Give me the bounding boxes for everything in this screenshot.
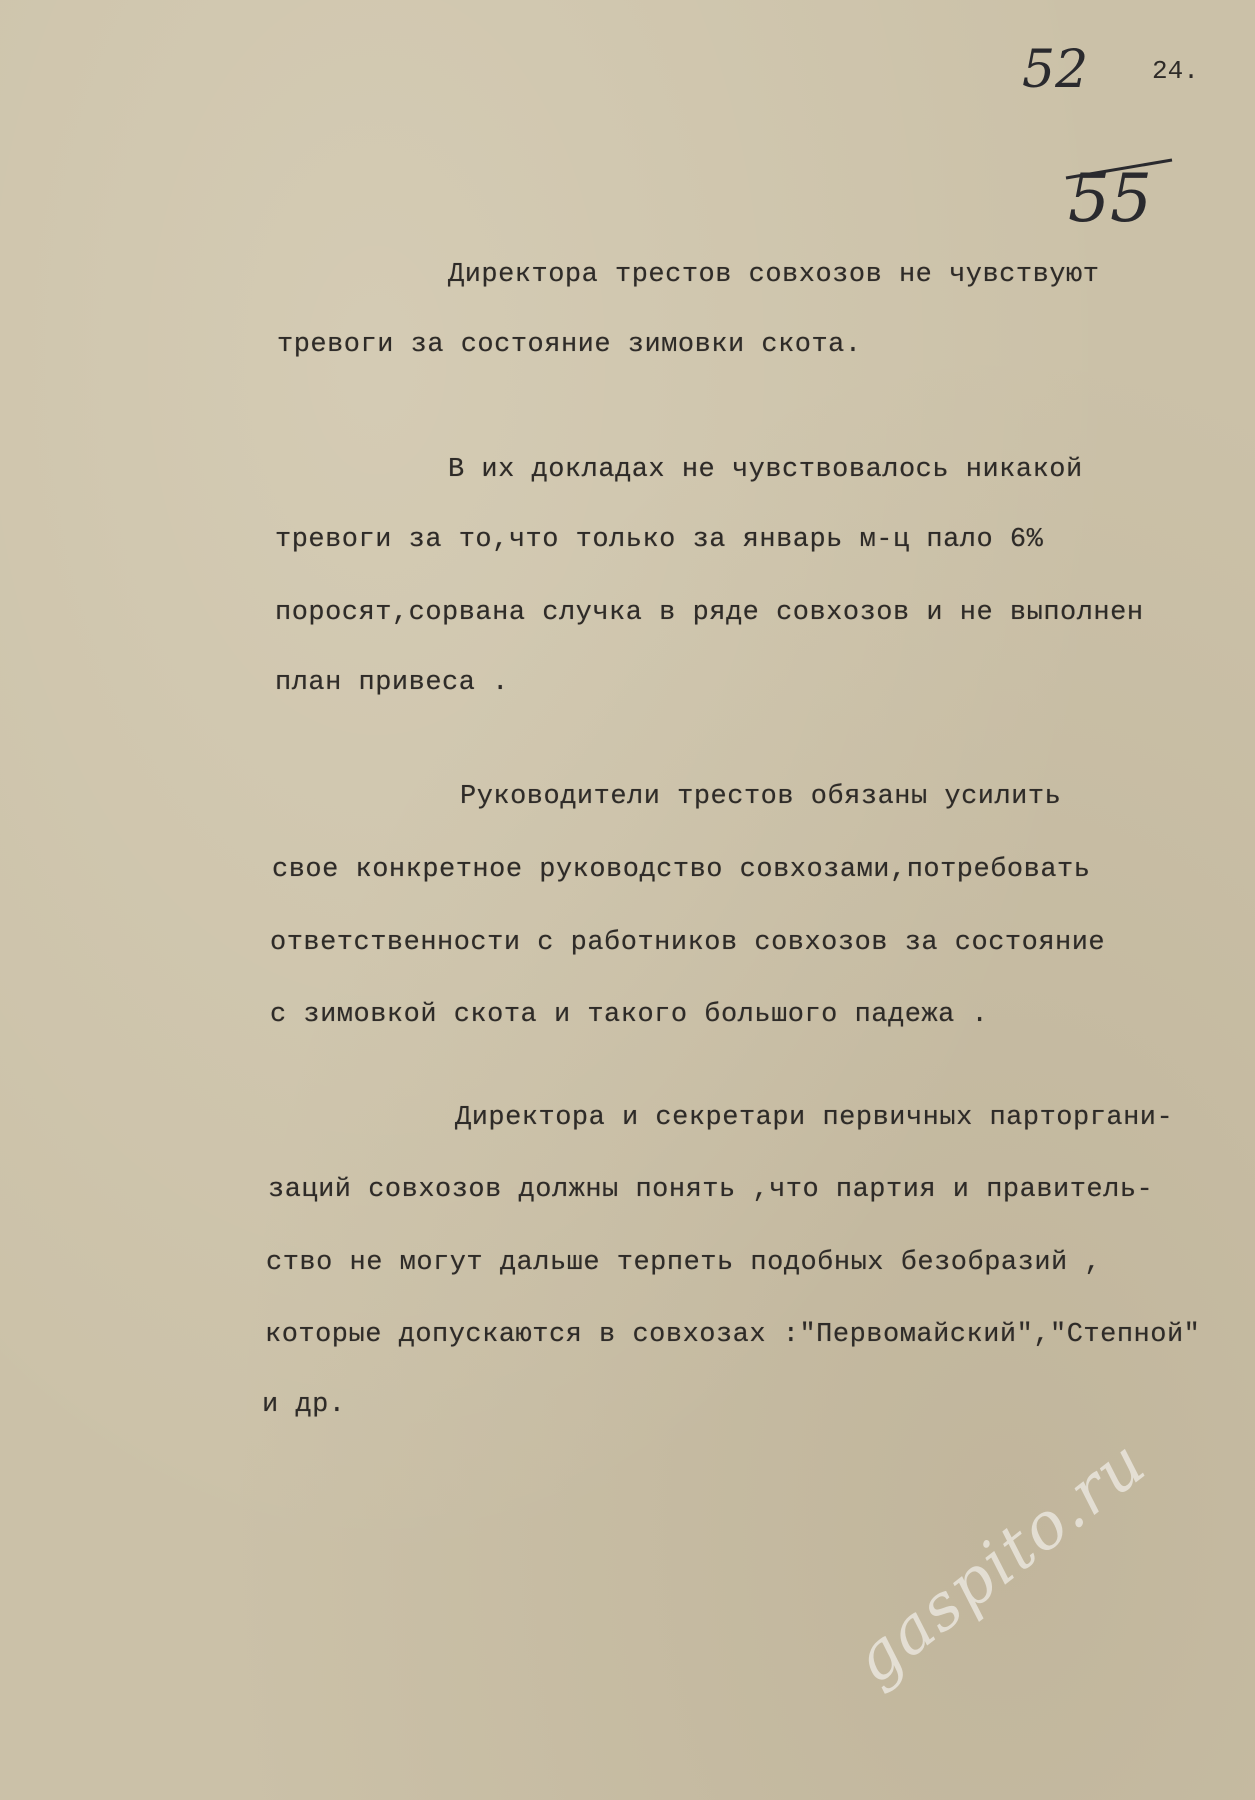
text-line: заций совхозов должны понять ,что партия и правитель- [268, 1175, 1154, 1205]
typed-page-number: 24. [1152, 56, 1199, 86]
text-line: В их докладах не чувствовалось никакой [448, 455, 1083, 485]
crossed-out-folio [1060, 150, 1180, 250]
text-line: Руководители трестов обязаны усилить [460, 782, 1062, 812]
text-line: ство не могут дальше терпеть подобных безобразий , [266, 1248, 1102, 1278]
crossed-folio-number: 55 [1068, 160, 1152, 237]
text-line: Директора и секретари первичных парторгани- [455, 1103, 1174, 1133]
text-line: ответственности с работников совхозов за состояние [270, 928, 1106, 958]
text-line: с зимовкой скота и такого большого падежа . [270, 1000, 989, 1030]
text-line: тревоги за состояние зимовки скота. [277, 330, 862, 360]
text-line: свое конкретное руководство совхозами,потребовать [272, 855, 1091, 885]
text-line: тревоги за то,что только за январь м-ц пало 6% [275, 525, 1044, 555]
watermark: gaspito.ru [840, 1425, 1161, 1699]
text-line: поросят,сорвана случка в ряде совхозов и не выполнен [275, 598, 1144, 628]
text-line: план привеса . [275, 668, 509, 698]
text-line: Директора трестов совхозов не чувствуют [448, 260, 1100, 290]
text-line: и др. [262, 1390, 346, 1420]
strike-through-mark [1060, 150, 1180, 250]
handwritten-folio-number: 52 [1022, 40, 1089, 100]
text-line: которые допускаются в совхозах :"Первомайский","Степной" [265, 1320, 1201, 1350]
